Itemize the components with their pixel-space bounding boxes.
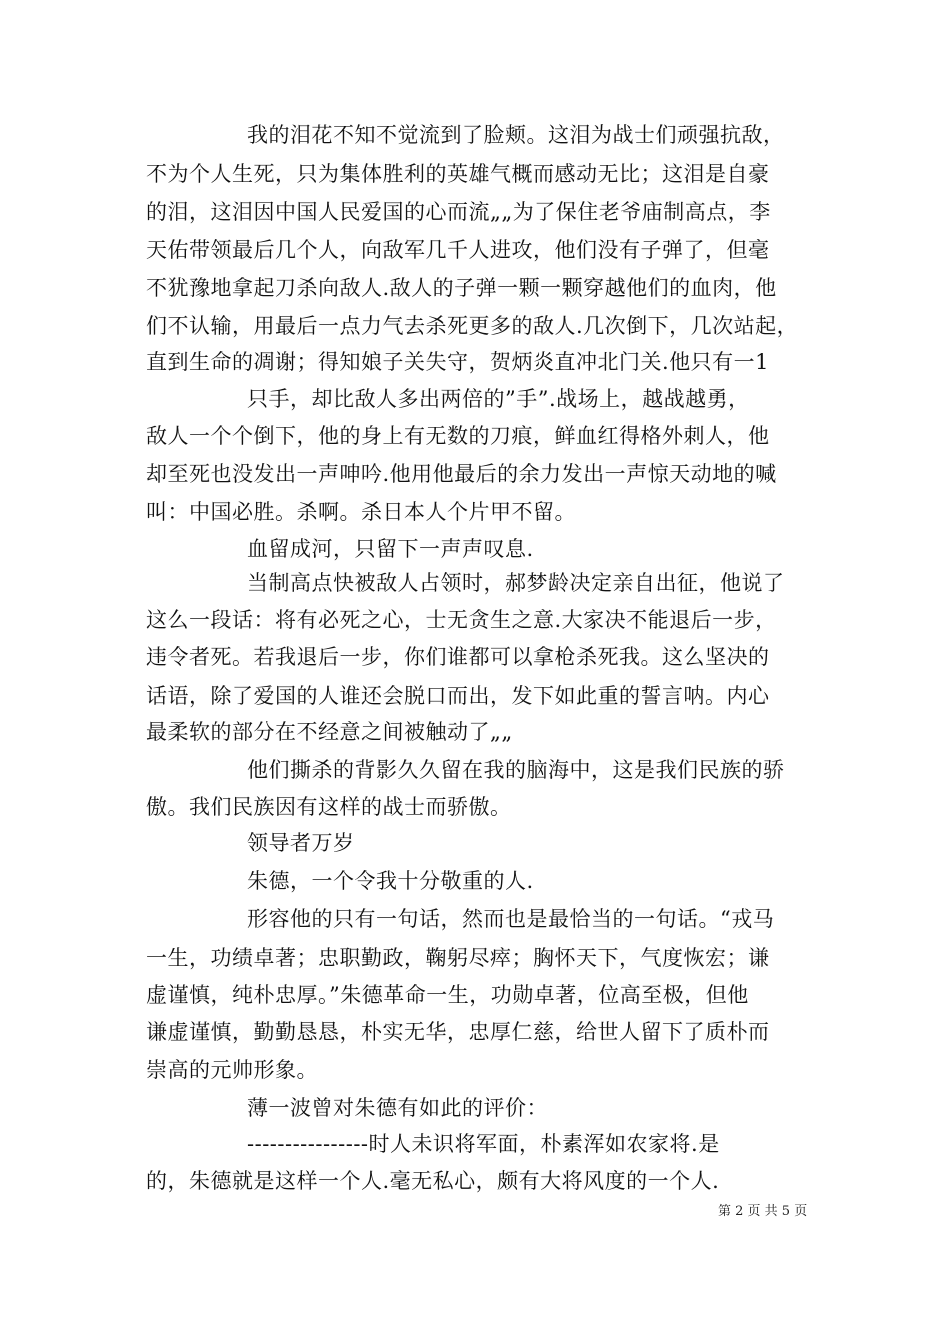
text-line: 他们撕杀的背影久久留在我的脑海中，这是我们民族的骄 — [247, 758, 785, 782]
text-line: 朱德，一个令我十分敬重的人. — [247, 869, 534, 893]
text-line: 一生，功绩卓著；忠职勤政，鞠躬尽瘁；胸怀天下，气度恢宏；谦 — [146, 946, 770, 970]
text-line: 血留成河，只留下一声声叹息. — [247, 537, 534, 561]
text-line: 我的泪花不知不觉流到了脸颊。这泪为战士们顽强抗敌， — [247, 123, 785, 147]
text-line: 却至死也没发出一声呻吟.他用他最后的余力发出一声惊天动地的喊 — [146, 462, 777, 486]
text-line: 们不认输，用最后一点力气去杀死更多的敌人.几次倒下，几次站起， — [146, 314, 799, 338]
text-line: 天佑带领最后几个人，向敌军几千人进攻，他们没有子弹了，但毫 — [146, 238, 770, 262]
text-line: 形容他的只有一句话，然而也是最恰当的一句话。“戎马 — [247, 907, 775, 931]
text-line: 只手，却比敌人多出两倍的”手”.战场上，越战越勇， — [247, 387, 750, 411]
text-line: 领导者万岁 — [247, 831, 355, 855]
text-line: 的泪，这泪因中国人民爱国的心而流„„为了保住老爷庙制高点，李 — [146, 200, 771, 224]
text-line: 谦虚谨慎，勤勤恳恳，朴实无华，忠厚仁慈，给世人留下了质朴而 — [146, 1020, 770, 1044]
text-line: 崇高的元帅形象。 — [146, 1058, 318, 1082]
text-line: 不为个人生死，只为集体胜利的英雄气概而感动无比；这泪是自豪 — [146, 162, 770, 186]
text-line: 傲。我们民族因有这样的战士而骄傲。 — [146, 795, 512, 819]
text-line: 最柔软的部分在不经意之间被触动了„„ — [146, 720, 513, 744]
text-line: 薄一波曾对朱德有如此的评价： — [247, 1096, 548, 1120]
text-line: 违令者死。若我退后一步，你们谁都可以拿枪杀死我。这么坚决的 — [146, 645, 770, 669]
text-line: 话语，除了爱国的人谁还会脱口而出，发下如此重的誓言呐。内心 — [146, 684, 770, 708]
text-line: 这么一段话：将有必死之心，士无贪生之意.大家决不能退后一步， — [146, 608, 777, 632]
text-line: 虚谨慎，纯朴忠厚。”朱德革命一生，功勋卓著，位高至极，但他 — [146, 983, 749, 1007]
text-line: 的，朱德就是这样一个人.毫无私心，颇有大将风度的一个人. — [146, 1169, 720, 1193]
text-line: ----------------时人未识将军面，朴素浑如农家将.是 — [247, 1132, 720, 1156]
text-line: 不犹豫地拿起刀杀向敌人.敌人的子弹一颗一颗穿越他们的血肉，他 — [146, 276, 777, 300]
text-line: 敌人一个个倒下，他的身上有无数的刀痕，鲜血红得格外刺人，他 — [146, 424, 770, 448]
text-line: 叫：中国必胜。杀啊。杀日本人个片甲不留。 — [146, 500, 576, 524]
text-line: 当制高点快被敌人占领时，郝梦龄决定亲自出征，他说了 — [247, 571, 785, 595]
text-line: 直到生命的凋谢；得知娘子关失守，贺炳炎直冲北门关.他只有一1 — [146, 350, 770, 374]
page-number-footer: 第 2 页 共 5 页 — [718, 1204, 808, 1219]
